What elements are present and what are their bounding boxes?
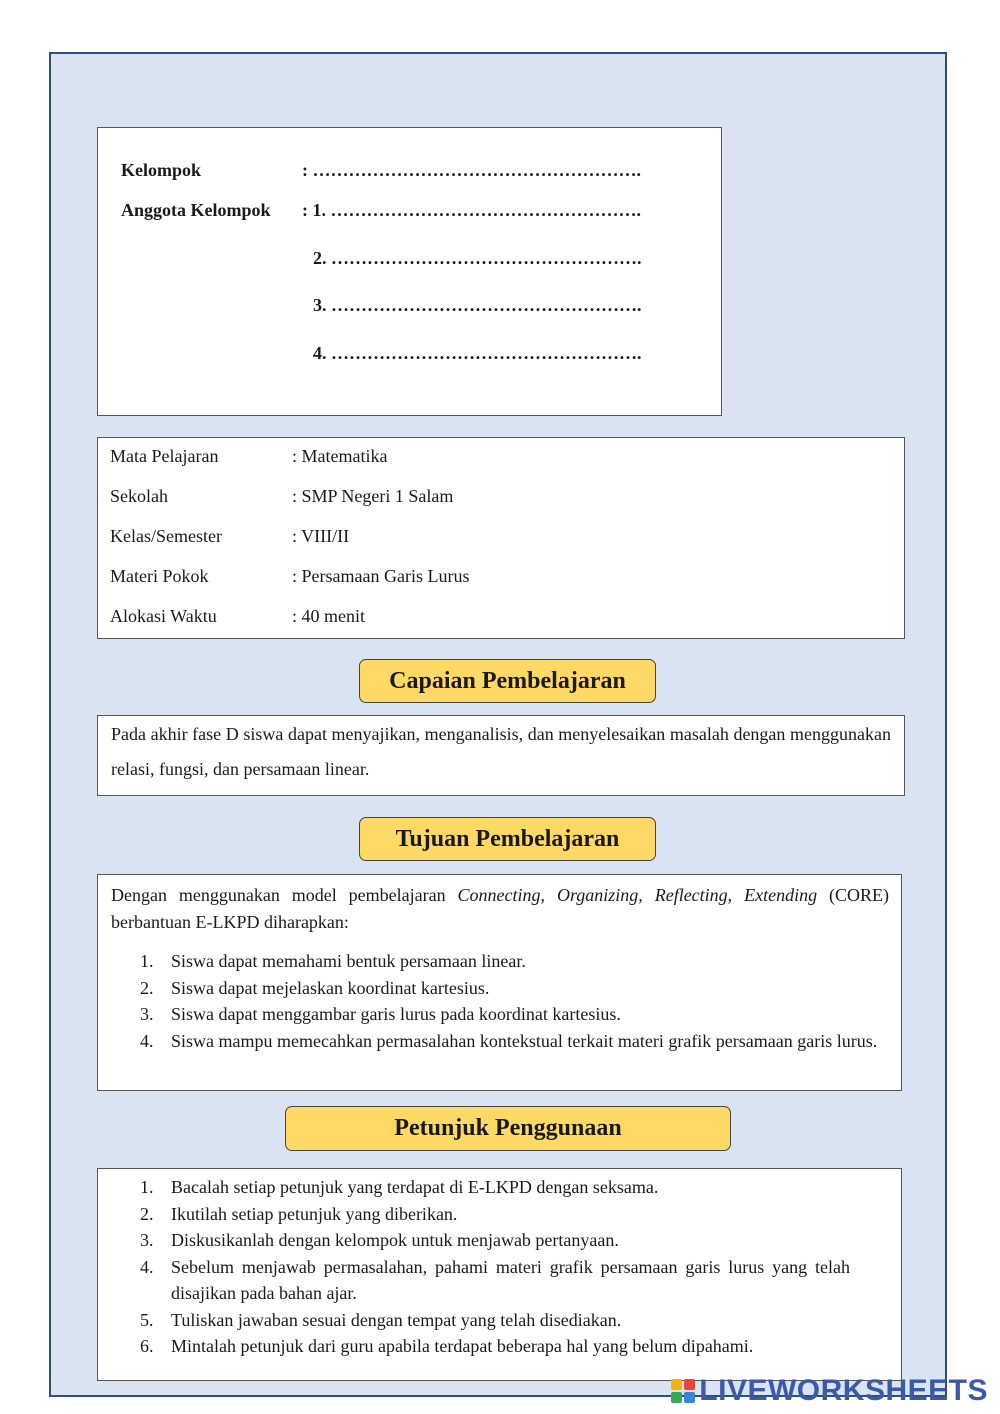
petunjuk-title: Petunjuk Penggunaan [285,1106,731,1151]
list-item [110,1307,850,1334]
member-line-3[interactable]: 3. ……………………………………………. [313,295,642,315]
brand-name: LIVEWORKSHEETS [699,1374,988,1407]
list-number: 4. [140,1030,154,1051]
list-number: 3. [140,1004,154,1024]
core-model-name: Connecting, Organizing, Reflecting, Extending [457,885,818,905]
info-value: : Matematika [292,446,388,466]
kelompok-value[interactable]: : ………………………………………………. [302,160,641,180]
liveworksheets-logo-icon [671,1379,695,1403]
list-text: Sebelum menjawab permasalahan, pahami materi grafik persamaan garis lurus yang telah disajikan pada bahan ajar. [171,1256,850,1303]
list-number: 6. [140,1336,154,1356]
list-text: Ikutilah setiap petunjuk yang diberikan. [171,1203,458,1224]
anggota-label: Anggota Kelompok [121,200,271,220]
list-number: 2. [140,977,154,998]
kelompok-label: Kelompok [121,160,202,180]
list-text: Diskusikanlah dengan kelompok untuk menjawab pertanyaan. [171,1230,619,1250]
list-item [110,975,889,1002]
capaian-title: Capaian Pembelajaran [359,659,656,703]
list-item [110,1254,850,1307]
list-item [110,1001,889,1028]
tujuan-list [110,948,889,1054]
list-text: Tuliskan jawaban sesuai dengan tempat yang telah disediakan. [171,1309,622,1330]
list-number: 4. [140,1256,154,1277]
list-number: 5. [140,1309,154,1330]
list-text: Siswa mampu memecahkan permasalahan kontekstual terkait materi grafik persamaan garis lurus. [171,1030,878,1051]
info-label: Alokasi Waktu [110,606,217,626]
list-text: Siswa dapat menggambar garis lurus pada koordinat kartesius. [171,1004,621,1024]
list-item [110,1333,850,1360]
member-line-1[interactable]: : 1. ……………………………………………. [302,200,641,220]
list-text: Siswa dapat memahami bentuk persamaan linear. [171,951,526,971]
info-value: : VIII/II [292,526,350,546]
info-label: Kelas/Semester [110,526,222,546]
list-text: Bacalah setiap petunjuk yang terdapat di E-LKPD dengan seksama. [171,1177,659,1197]
list-number: 1. [140,951,154,971]
list-item [110,1174,850,1201]
list-text: Mintalah petunjuk dari guru apabila terdapat beberapa hal yang belum dipahami. [171,1336,754,1356]
list-item [110,1028,889,1055]
liveworksheets-brand[interactable] [671,1374,988,1408]
info-value: : Persamaan Garis Lurus [292,566,470,586]
info-label: Materi Pokok [110,566,209,586]
list-item [110,1227,850,1254]
member-line-2[interactable]: 2. ……………………………………………. [313,248,642,268]
list-number: 2. [140,1203,154,1224]
member-line-4[interactable]: 4. ……………………………………………. [313,343,642,363]
capaian-text: Pada akhir fase D siswa dapat menyajikan, menganalisis, dan menyelesaikan masalah dengan menggunakan relasi, fungsi, dan persamaan linear. [111,724,891,779]
info-label: Sekolah [110,486,168,506]
tujuan-intro-part-2: (CORE) berbantuan E-LKPD diharapkan: [111,885,889,932]
tujuan-intro [111,882,889,936]
list-number: 3. [140,1230,154,1250]
list-text: Siswa dapat mejelaskan koordinat kartesius. [171,977,490,998]
list-number: 1. [140,1177,154,1197]
tujuan-title: Tujuan Pembelajaran [359,817,656,861]
petunjuk-list [110,1174,850,1360]
list-item [110,1201,850,1228]
tujuan-intro-part-1: Dengan menggunakan model pembelajaran [111,885,458,905]
info-value: : 40 menit [292,606,365,626]
list-item [110,948,889,975]
info-value: : SMP Negeri 1 Salam [292,486,454,506]
info-label: Mata Pelajaran [110,446,219,466]
